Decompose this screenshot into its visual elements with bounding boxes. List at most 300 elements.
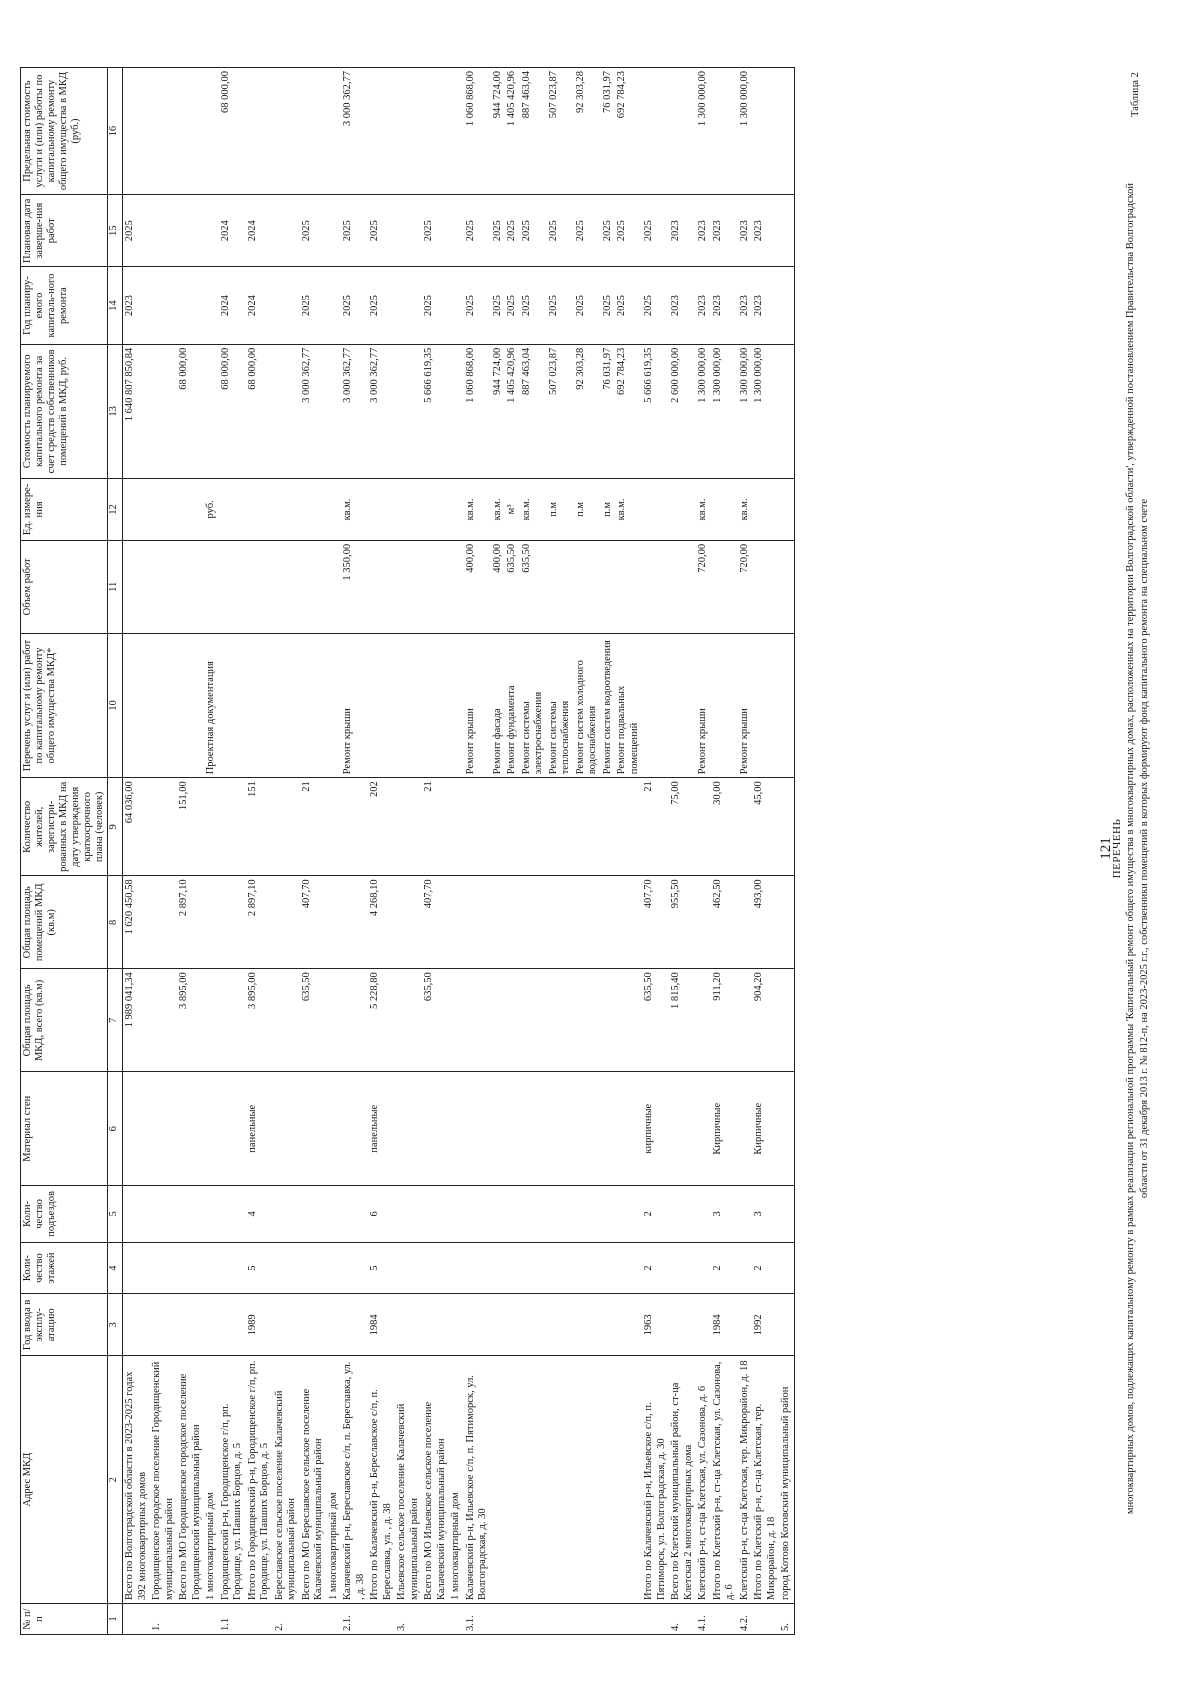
table-row [395, 68, 422, 1635]
table-row [273, 68, 300, 1635]
table-cell-col-14: 2023 [669, 267, 696, 344]
table-cell-col-9: 64 036,00 [123, 778, 151, 876]
table-cell-col-3 [669, 1294, 696, 1356]
table-cell-col-16: 3 000 362,77 [341, 68, 368, 195]
table-cell-col-4 [547, 1242, 574, 1294]
table-cell-col-16 [123, 68, 151, 195]
table-cell-col-1 [752, 1604, 779, 1635]
header-cell: Общая площадь МКД, всего (кв.м) [21, 969, 108, 1072]
table-cell-col-11 [449, 540, 464, 633]
table-cell-col-15 [449, 195, 464, 267]
table-cell-col-3 [505, 1294, 520, 1356]
table-cell-col-2: 1 многоквартирный дом [449, 1356, 464, 1604]
table-cell-col-3 [422, 1294, 449, 1356]
table-cell-col-12: кв.м. [738, 478, 753, 540]
table-cell-col-3 [779, 1294, 794, 1356]
table-cell-col-8: 407,70 [642, 876, 669, 969]
table-cell-col-6 [738, 1072, 753, 1186]
table-cell-col-14: 2024 [246, 267, 273, 344]
table-cell-col-2: Итого по Клетский р-н, ст-ца Клетская, тер. Микрорайон, д. 18 [752, 1356, 779, 1604]
table-cell-col-16: 68 000,00 [219, 68, 246, 195]
table-cell-col-10: Ремонт систем водоотведения [601, 633, 616, 778]
table-cell-col-4 [300, 1242, 327, 1294]
header-cell: Стоимость планируемого капитального ремонта за счет средств собственников помещений в МКД, руб. [21, 344, 108, 478]
table-cell-col-4 [449, 1242, 464, 1294]
table-cell-col-14: 2023 [123, 267, 151, 344]
table-cell-col-4 [464, 1242, 491, 1294]
table-cell-col-5 [177, 1186, 204, 1243]
table-cell-col-8 [449, 876, 464, 969]
table-cell-col-1 [327, 1604, 342, 1635]
table-cell-col-2: Ильевское сельское поселение Калачевский муниципальный район [395, 1356, 422, 1604]
header-cell: Объем работ [21, 540, 108, 633]
table-cell-col-5: 6 [368, 1186, 395, 1243]
table-cell-col-3 [574, 1294, 601, 1356]
table-cell-col-5 [779, 1186, 794, 1243]
table-cell-col-6 [341, 1072, 368, 1186]
table-cell-col-2: Итого по Клетский р-н, ст-ца Клетская, ул. Сазонова, д. 6 [711, 1356, 738, 1604]
table-cell-col-5: 3 [711, 1186, 738, 1243]
table-cell-col-6 [779, 1072, 794, 1186]
table-cell-col-5 [601, 1186, 616, 1243]
table-cell-col-11 [395, 540, 422, 633]
table-cell-col-7: 635,50 [642, 969, 669, 1072]
table-cell-col-1 [574, 1604, 601, 1635]
table-cell-col-13: 68 000,00 [177, 344, 204, 478]
table-cell-col-12 [642, 478, 669, 540]
table-cell-col-6: панельные [368, 1072, 395, 1186]
table-cell-col-15: 2024 [246, 195, 273, 267]
table-cell-col-3 [341, 1294, 368, 1356]
table-cell-col-7: 5 228,80 [368, 969, 395, 1072]
header-cell: Коли-чество подъездов [21, 1186, 108, 1243]
table-cell-col-14 [327, 267, 342, 344]
table-cell-col-13: 1 300 000,00 [696, 344, 711, 478]
table-cell-col-1 [491, 1604, 506, 1635]
table-cell-col-11 [150, 540, 177, 633]
table-cell-col-11 [204, 540, 219, 633]
table-row [327, 68, 342, 1635]
header-cell: № п/п [21, 1604, 108, 1635]
table-cell-col-8: 1 620 450,58 [123, 876, 151, 969]
table-cell-col-7 [601, 969, 616, 1072]
table-cell-col-13 [327, 344, 342, 478]
table-cell-col-13: 5 666 619,35 [642, 344, 669, 478]
table-cell-col-4 [341, 1242, 368, 1294]
column-number: 14 [108, 267, 123, 344]
document-title [1110, 0, 1152, 1697]
table-cell-col-13: 2 600 000,00 [669, 344, 696, 478]
header-cell: Ед. измере-ния [21, 478, 108, 540]
table-cell-col-15: 2025 [547, 195, 574, 267]
table-cell-col-1 [177, 1604, 204, 1635]
table-cell-col-12 [150, 478, 177, 540]
table-cell-col-14 [204, 267, 219, 344]
table-cell-col-6 [464, 1072, 491, 1186]
table-cell-col-11: 635,50 [520, 540, 547, 633]
table-cell-col-10 [246, 633, 273, 778]
table-cell-col-3: 1984 [711, 1294, 738, 1356]
table-cell-col-10: Ремонт подвальных помещений [615, 633, 642, 778]
table-cell-col-7: 911,20 [711, 969, 738, 1072]
table-cell-col-15: 2023 [738, 195, 753, 267]
table-cell-col-3 [547, 1294, 574, 1356]
table-cell-col-16 [177, 68, 204, 195]
table-cell-col-11 [574, 540, 601, 633]
table-cell-col-13: 1 300 000,00 [738, 344, 753, 478]
table-cell-col-1 [300, 1604, 327, 1635]
table-cell-col-3 [395, 1294, 422, 1356]
table-cell-col-13 [150, 344, 177, 478]
table-cell-col-2 [601, 1356, 616, 1604]
table-cell-col-14 [150, 267, 177, 344]
table-cell-col-11 [422, 540, 449, 633]
table-cell-col-15: 2023 [752, 195, 779, 267]
header-cell: Общая площадь помещений МКД (кв.м) [21, 876, 108, 969]
column-number: 10 [108, 633, 123, 778]
table-cell-col-4 [123, 1242, 151, 1294]
table-cell-col-3 [177, 1294, 204, 1356]
table-cell-col-11: 720,00 [696, 540, 711, 633]
table-cell-col-1 [520, 1604, 547, 1635]
table-cell-col-10 [449, 633, 464, 778]
table-cell-col-16 [273, 68, 300, 195]
table-cell-col-2: Береславское сельское поселение Калачевский муниципальный район [273, 1356, 300, 1604]
table-cell-col-5 [464, 1186, 491, 1243]
table-cell-col-13: 68 000,00 [219, 344, 246, 478]
table-cell-col-12: м³ [505, 478, 520, 540]
table-cell-col-11 [273, 540, 300, 633]
table-cell-col-7: 904,20 [752, 969, 779, 1072]
table-cell-col-6 [491, 1072, 506, 1186]
table-cell-col-4 [177, 1242, 204, 1294]
column-number: 5 [108, 1186, 123, 1243]
table-row [449, 68, 464, 1635]
table-cell-col-15: 2025 [300, 195, 327, 267]
table-cell-col-6 [395, 1072, 422, 1186]
table-cell-col-11 [779, 540, 794, 633]
table-cell-col-16: 1 300 000,00 [738, 68, 753, 195]
table-cell-col-6 [327, 1072, 342, 1186]
table-row [711, 68, 738, 1635]
table-cell-col-14 [779, 267, 794, 344]
table-cell-col-7 [395, 969, 422, 1072]
table-cell-col-15: 2025 [491, 195, 506, 267]
table-cell-col-8: 407,70 [300, 876, 327, 969]
header-cell: Коли-чество этажей [21, 1242, 108, 1294]
table-cell-col-14: 2025 [574, 267, 601, 344]
table-row [150, 68, 177, 1635]
table-cell-col-16: 1 060 868,00 [464, 68, 491, 195]
table-cell-col-14 [177, 267, 204, 344]
table-cell-col-9 [449, 778, 464, 876]
table-cell-col-10 [177, 633, 204, 778]
table-cell-col-12 [368, 478, 395, 540]
table-cell-col-4 [696, 1242, 711, 1294]
table-cell-col-15 [779, 195, 794, 267]
table-cell-col-12: руб. [204, 478, 219, 540]
table-cell-col-4: 5 [246, 1242, 273, 1294]
table-cell-col-2 [547, 1356, 574, 1604]
table-cell-col-6 [300, 1072, 327, 1186]
table-cell-col-9: 30,00 [711, 778, 738, 876]
table-cell-col-4 [150, 1242, 177, 1294]
table-cell-col-16: 887 463,04 [520, 68, 547, 195]
table-cell-col-13: 887 463,04 [520, 344, 547, 478]
table-cell-col-15: 2025 [520, 195, 547, 267]
table-cell-col-14: 2025 [642, 267, 669, 344]
table-cell-col-1: 4. [669, 1604, 696, 1635]
table-cell-col-10: Ремонт крыши [341, 633, 368, 778]
table-cell-col-13: 692 784,23 [615, 344, 642, 478]
table-row [738, 68, 753, 1635]
table-cell-col-5 [395, 1186, 422, 1243]
table-cell-col-16 [300, 68, 327, 195]
column-number: 6 [108, 1072, 123, 1186]
table-cell-col-11: 1 350,00 [341, 540, 368, 633]
table-cell-col-16 [246, 68, 273, 195]
table-cell-col-16: 92 303,28 [574, 68, 601, 195]
column-number: 8 [108, 876, 123, 969]
table-cell-col-12 [752, 478, 779, 540]
table-cell-col-15 [395, 195, 422, 267]
table-cell-col-6: Кирпичные [711, 1072, 738, 1186]
table-cell-col-14: 2025 [300, 267, 327, 344]
table-cell-col-9 [574, 778, 601, 876]
table-cell-col-13: 1 640 807 850,84 [123, 344, 151, 478]
table-cell-col-10 [273, 633, 300, 778]
table-cell-col-12: п.м [601, 478, 616, 540]
table-cell-col-16: 944 724,00 [491, 68, 506, 195]
table-cell-col-4 [738, 1242, 753, 1294]
table-cell-col-8 [696, 876, 711, 969]
table-cell-col-8 [574, 876, 601, 969]
table-cell-col-6 [150, 1072, 177, 1186]
table-cell-col-8 [779, 876, 794, 969]
table-cell-col-2: Итого по Калачевский р-н, Береславское с/п, п. Береславка, ул. , д. 38 [368, 1356, 395, 1604]
table-cell-col-14: 2025 [520, 267, 547, 344]
table-cell-col-4 [491, 1242, 506, 1294]
table-row [300, 68, 327, 1635]
table-cell-col-12: кв.м. [464, 478, 491, 540]
table-cell-col-3 [738, 1294, 753, 1356]
table-cell-col-5 [219, 1186, 246, 1243]
table-cell-col-15 [204, 195, 219, 267]
table-cell-col-2: Калачевский р-н, Ильевское с/п, п. Пятиморск, ул. Волгоградская, д. 30 [464, 1356, 491, 1604]
table-cell-col-13: 92 303,28 [574, 344, 601, 478]
table-cell-col-8 [505, 876, 520, 969]
table-cell-col-5: 4 [246, 1186, 273, 1243]
table-row [123, 68, 151, 1635]
table-cell-col-13: 944 724,00 [491, 344, 506, 478]
table-cell-col-16: 1 405 420,96 [505, 68, 520, 195]
table-cell-col-12 [177, 478, 204, 540]
table-cell-col-8 [395, 876, 422, 969]
table-row [464, 68, 491, 1635]
table-cell-col-14 [273, 267, 300, 344]
table-cell-col-8 [341, 876, 368, 969]
table-cell-col-11 [601, 540, 616, 633]
table-cell-col-7 [327, 969, 342, 1072]
table-cell-col-2: Всего по Волгоградской области в 2023-2025 годах 392 многоквартирных домов [123, 1356, 151, 1604]
table-cell-col-14: 2023 [696, 267, 711, 344]
table-cell-col-15: 2025 [601, 195, 616, 267]
table-cell-col-4: 2 [642, 1242, 669, 1294]
table-cell-col-7: 635,50 [300, 969, 327, 1072]
column-number: 12 [108, 478, 123, 540]
table-cell-col-12 [449, 478, 464, 540]
column-number: 3 [108, 1294, 123, 1356]
table-cell-col-1: 2.1. [341, 1604, 368, 1635]
column-number: 2 [108, 1356, 123, 1604]
table-cell-col-16 [204, 68, 219, 195]
table-cell-col-8: 2 897,10 [246, 876, 273, 969]
table-cell-col-9: 21 [300, 778, 327, 876]
table-cell-col-14: 2025 [615, 267, 642, 344]
table-cell-col-15: 2025 [505, 195, 520, 267]
table-cell-col-4: 2 [711, 1242, 738, 1294]
table-cell-col-8 [520, 876, 547, 969]
table-cell-col-6 [601, 1072, 616, 1186]
table-cell-col-6 [123, 1072, 151, 1186]
table-cell-col-6 [204, 1072, 219, 1186]
table-cell-col-5 [327, 1186, 342, 1243]
column-number-row [108, 68, 123, 1635]
table-row [341, 68, 368, 1635]
table-cell-col-13: 1 300 000,00 [711, 344, 738, 478]
table-row [615, 68, 642, 1635]
table-cell-col-9 [341, 778, 368, 876]
table-cell-col-6: кирпичные [642, 1072, 669, 1186]
column-number: 15 [108, 195, 123, 267]
table-cell-col-1: 3. [395, 1604, 422, 1635]
table-cell-col-9 [547, 778, 574, 876]
table-cell-col-11: 400,00 [464, 540, 491, 633]
table-row [669, 68, 696, 1635]
table-cell-col-2: Калачевский р-н, Береславское с/п, п. Береславка, ул. , д. 38 [341, 1356, 368, 1604]
table-cell-col-3 [219, 1294, 246, 1356]
table-cell-col-12 [327, 478, 342, 540]
table-cell-col-7 [574, 969, 601, 1072]
table-cell-col-12: кв.м. [520, 478, 547, 540]
table-cell-col-15: 2025 [123, 195, 151, 267]
table-cell-col-5: 2 [642, 1186, 669, 1243]
table-cell-col-10 [669, 633, 696, 778]
table-cell-col-14: 2025 [547, 267, 574, 344]
table-cell-col-16 [422, 68, 449, 195]
table-cell-col-11 [177, 540, 204, 633]
table-cell-col-4 [615, 1242, 642, 1294]
table-cell-col-7 [204, 969, 219, 1072]
table-cell-col-9: 21 [642, 778, 669, 876]
table-row [505, 68, 520, 1635]
table-cell-col-1 [615, 1604, 642, 1635]
table-row [368, 68, 395, 1635]
table-cell-col-1: 5. [779, 1604, 794, 1635]
table-cell-col-1 [642, 1604, 669, 1635]
table-cell-col-3 [204, 1294, 219, 1356]
table-cell-col-15: 2025 [615, 195, 642, 267]
table-cell-col-16 [368, 68, 395, 195]
table-cell-col-16 [642, 68, 669, 195]
table-cell-col-1 [601, 1604, 616, 1635]
table-cell-col-6 [505, 1072, 520, 1186]
table-cell-col-2 [574, 1356, 601, 1604]
table-row [204, 68, 219, 1635]
table-cell-col-10: Ремонт системы теплоснабжения [547, 633, 574, 778]
table-cell-col-10: Ремонт системы электроснабжения [520, 633, 547, 778]
table-cell-col-14: 2024 [219, 267, 246, 344]
table-cell-col-1 [711, 1604, 738, 1635]
table-cell-col-2: Итого по Калачевский р-н, Ильевское с/п, п. Пятиморск, ул. Волгоградская, д. 30 [642, 1356, 669, 1604]
table-cell-col-16 [327, 68, 342, 195]
table-cell-col-13: 3 000 362,77 [341, 344, 368, 478]
table-cell-col-4 [779, 1242, 794, 1294]
table-cell-col-2: Городищенское городское поселение Городищенский муниципальный район [150, 1356, 177, 1604]
table-row [422, 68, 449, 1635]
table-cell-col-3: 1989 [246, 1294, 273, 1356]
table-cell-col-12: п.м [547, 478, 574, 540]
table-cell-col-15: 2025 [642, 195, 669, 267]
table-row [219, 68, 246, 1635]
column-number: 9 [108, 778, 123, 876]
table-cell-col-12: кв.м. [341, 478, 368, 540]
table-cell-col-8 [601, 876, 616, 969]
table-cell-col-14: 2025 [491, 267, 506, 344]
table-cell-col-12 [219, 478, 246, 540]
table-cell-col-12: п.м [574, 478, 601, 540]
table-cell-col-15: 2025 [574, 195, 601, 267]
table-cell-col-1: 3.1. [464, 1604, 491, 1635]
table-cell-col-12 [711, 478, 738, 540]
table-cell-col-4 [601, 1242, 616, 1294]
table-cell-col-6 [547, 1072, 574, 1186]
table-cell-col-14: 2025 [341, 267, 368, 344]
table-cell-col-4 [395, 1242, 422, 1294]
table-cell-col-7: 1 989 041,34 [123, 969, 151, 1072]
table-cell-col-13: 76 031,97 [601, 344, 616, 478]
table-cell-col-6 [520, 1072, 547, 1186]
table-cell-col-4: 5 [368, 1242, 395, 1294]
table-cell-col-14: 2025 [368, 267, 395, 344]
table-cell-col-8: 2 897,10 [177, 876, 204, 969]
table-cell-col-8: 4 268,10 [368, 876, 395, 969]
table-cell-col-16 [711, 68, 738, 195]
table-row [779, 68, 794, 1635]
header-cell: Адрес МКД [21, 1356, 108, 1604]
table-cell-col-7 [449, 969, 464, 1072]
header-cell: Предельная стоимость услуги и (или) работы по капитальному ремонту общего имущества в МКД (руб.) [21, 68, 108, 195]
table-row [752, 68, 779, 1635]
table-cell-col-1 [547, 1604, 574, 1635]
table-cell-col-4 [574, 1242, 601, 1294]
table-cell-col-15: 2023 [711, 195, 738, 267]
table-cell-col-13 [273, 344, 300, 478]
table-cell-col-2: Всего по МО Городищенское городское поселение Городищенский муниципальный район [177, 1356, 204, 1604]
table-cell-col-13: 1 300 000,00 [752, 344, 779, 478]
table-cell-col-3 [520, 1294, 547, 1356]
header-cell: Перечень услуг и (или) работ по капитальному ремонту общего имущества МКД* [21, 633, 108, 778]
table-cell-col-9 [520, 778, 547, 876]
table-cell-col-5 [696, 1186, 711, 1243]
table-cell-col-11 [752, 540, 779, 633]
table-cell-col-16: 692 784,23 [615, 68, 642, 195]
table-cell-col-3 [449, 1294, 464, 1356]
table-cell-col-1: 4.2. [738, 1604, 753, 1635]
table-cell-col-10 [711, 633, 738, 778]
column-number: 11 [108, 540, 123, 633]
table-cell-col-9 [491, 778, 506, 876]
